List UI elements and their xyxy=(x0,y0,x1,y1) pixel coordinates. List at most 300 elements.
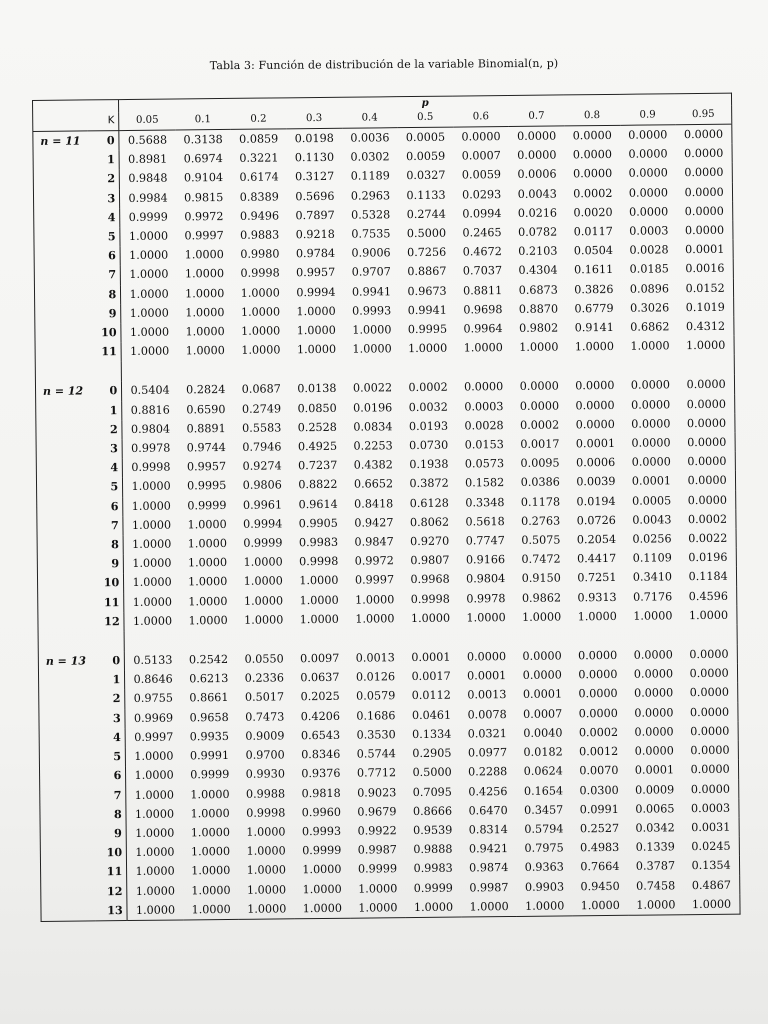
k-value: 1 xyxy=(88,150,120,170)
probability-cell: 0.7473 xyxy=(245,710,285,724)
probability-cell: 0.1654 xyxy=(523,783,564,798)
probability-cell: 0.0000 xyxy=(578,706,618,720)
probability-cell: 1.0000 xyxy=(358,881,398,896)
k-value: 6 xyxy=(89,246,121,266)
n-label: n = 13 xyxy=(45,654,87,668)
probability-cell: 0.2905 xyxy=(412,746,452,761)
probability-cell: 0.9673 xyxy=(407,284,447,298)
probability-cell: 0.5583 xyxy=(242,421,282,435)
probability-cell: 0.9972 xyxy=(184,209,224,224)
probability-cell: 0.9874 xyxy=(469,861,509,875)
p-symbol: p xyxy=(421,96,429,109)
k-value: 2 xyxy=(93,690,125,710)
probability-cell: 0.9997 xyxy=(134,730,174,744)
probability-cell: 0.9009 xyxy=(245,729,285,743)
probability-cell: 0.0000 xyxy=(687,435,727,450)
probability-cell: 0.0005 xyxy=(405,130,446,145)
probability-cell: 0.9804 xyxy=(466,572,506,586)
k-value: 6 xyxy=(91,497,123,517)
probability-cell: 0.6779 xyxy=(574,301,614,316)
probability-cell: 0.9427 xyxy=(354,516,394,530)
probability-cell: 1.0000 xyxy=(135,864,175,879)
probability-cell: 0.8314 xyxy=(468,822,508,837)
probability-cell: 0.0036 xyxy=(350,131,390,145)
probability-cell: 0.9270 xyxy=(410,534,450,549)
p-value-header: 0.1 xyxy=(175,111,231,130)
probability-cell: 1.0000 xyxy=(240,305,281,319)
probability-cell: 0.0000 xyxy=(689,705,730,719)
p-value-header: 0.95 xyxy=(675,106,731,125)
probability-cell: 0.5794 xyxy=(524,822,564,836)
probability-cell: 1.0000 xyxy=(296,304,336,319)
probability-cell: 0.6174 xyxy=(239,170,279,185)
probability-cell: 1.0000 xyxy=(129,268,169,282)
probability-cell: 0.0000 xyxy=(631,436,671,450)
probability-cell: 0.8870 xyxy=(518,302,559,316)
probability-cell: 1.0000 xyxy=(302,863,342,877)
probability-cell: 0.9807 xyxy=(410,553,450,568)
probability-cell: 0.9993 xyxy=(301,824,342,839)
n-label: n = 12 xyxy=(42,384,84,399)
probability-cell: 0.9496 xyxy=(239,209,280,223)
probability-cell: 0.8981 xyxy=(128,152,168,167)
probability-cell: 0.0000 xyxy=(634,686,674,701)
probability-cell: 0.2054 xyxy=(576,532,617,547)
probability-cell: 0.6543 xyxy=(300,728,341,743)
probability-cell: 0.0461 xyxy=(411,708,452,722)
probability-cell: 1.0000 xyxy=(244,613,284,627)
probability-cell: 0.9802 xyxy=(519,321,559,335)
probability-cell: 0.9313 xyxy=(577,590,617,604)
probability-cell: 0.3348 xyxy=(465,495,505,510)
probability-cell: 0.4925 xyxy=(297,439,338,454)
probability-cell: 0.9957 xyxy=(296,266,336,280)
k-value: 13 xyxy=(95,901,127,921)
probability-cell: 0.0017 xyxy=(520,437,560,451)
k-value: 2 xyxy=(88,169,120,189)
probability-cell: 0.7472 xyxy=(521,552,561,567)
probability-cell: 1.0000 xyxy=(241,324,281,338)
probability-cell: 0.0039 xyxy=(576,475,616,489)
binomial-table-wrapper xyxy=(32,93,741,922)
probability-cell: 0.9818 xyxy=(301,786,341,800)
probability-cell: 1.0000 xyxy=(580,898,620,913)
probability-cell: 0.9883 xyxy=(240,228,280,242)
k-symbol: K xyxy=(87,112,119,131)
probability-cell: 0.0000 xyxy=(628,147,668,161)
probability-cell: 0.6652 xyxy=(353,477,394,492)
probability-cell: 0.4983 xyxy=(580,841,620,855)
probability-cell: 1.0000 xyxy=(190,806,230,821)
probability-cell: 1.0000 xyxy=(469,899,509,914)
probability-cell: 1.0000 xyxy=(135,903,176,917)
probability-cell: 1.0000 xyxy=(246,882,287,897)
probability-cell: 0.3410 xyxy=(632,570,673,585)
probability-cell: 0.0000 xyxy=(683,127,724,142)
probability-cell: 0.9999 xyxy=(128,210,168,224)
probability-cell: 0.0006 xyxy=(517,167,557,182)
probability-cell: 1.0000 xyxy=(131,499,171,513)
probability-cell: 0.9848 xyxy=(128,171,168,186)
probability-cell: 1.0000 xyxy=(352,342,392,356)
k-value: 5 xyxy=(88,227,120,247)
probability-cell: 1.0000 xyxy=(185,286,225,301)
probability-cell: 1.0000 xyxy=(191,902,231,917)
probability-cell: 0.8389 xyxy=(239,190,279,204)
probability-cell: 1.0000 xyxy=(633,609,673,623)
k-value: 4 xyxy=(88,208,120,228)
probability-cell: 1.0000 xyxy=(129,248,169,263)
probability-cell: 0.8062 xyxy=(409,515,450,529)
probability-cell: 0.0000 xyxy=(628,205,669,219)
k-value: 8 xyxy=(92,535,124,555)
probability-cell: 0.0000 xyxy=(461,130,501,144)
probability-cell: 0.9999 xyxy=(243,536,283,550)
k-value: 6 xyxy=(94,766,126,786)
k-value: 9 xyxy=(95,824,127,844)
probability-cell: 0.0896 xyxy=(629,281,670,296)
probability-cell: 0.0000 xyxy=(578,648,618,663)
probability-cell: 0.0000 xyxy=(684,223,725,238)
k-value: 1 xyxy=(90,401,122,421)
probability-cell: 1.0000 xyxy=(185,344,225,358)
probability-cell: 0.7712 xyxy=(356,766,397,780)
probability-cell: 1.0000 xyxy=(302,901,342,915)
probability-cell: 0.2103 xyxy=(518,244,558,259)
probability-cell: 0.8646 xyxy=(133,672,173,687)
probability-cell: 1.0000 xyxy=(131,518,172,532)
k-value: 10 xyxy=(92,574,124,594)
probability-cell: 0.0002 xyxy=(520,418,560,432)
probability-cell: 0.9969 xyxy=(133,711,174,725)
probability-cell: 1.0000 xyxy=(185,325,225,339)
probability-cell: 0.0000 xyxy=(690,763,730,777)
probability-cell: 0.0196 xyxy=(353,400,393,415)
probability-cell: 0.3826 xyxy=(574,282,614,296)
probability-cell: 0.9961 xyxy=(242,498,283,512)
p-value-header: 0.2 xyxy=(231,110,287,129)
probability-cell: 0.0016 xyxy=(685,262,725,276)
probability-cell: 0.2527 xyxy=(579,821,620,836)
probability-cell: 0.0000 xyxy=(634,725,674,739)
k-value: 3 xyxy=(88,189,120,209)
probability-cell: 0.9983 xyxy=(413,861,453,876)
k-value: 11 xyxy=(92,593,124,613)
p-value-header: 0.5 xyxy=(397,109,453,128)
probability-cell: 1.0000 xyxy=(302,882,342,896)
probability-cell: 0.6974 xyxy=(183,152,223,166)
n-label: n = 11 xyxy=(40,134,81,148)
probability-cell: 1.0000 xyxy=(574,340,615,354)
probability-cell: 0.1130 xyxy=(294,151,335,165)
probability-cell: 1.0000 xyxy=(129,287,169,301)
probability-cell: 0.9987 xyxy=(357,843,397,857)
probability-cell: 1.0000 xyxy=(358,900,398,915)
probability-cell: 0.8867 xyxy=(407,265,447,279)
probability-cell: 0.0000 xyxy=(631,397,671,412)
probability-cell: 1.0000 xyxy=(408,341,448,356)
probability-cell: 0.9903 xyxy=(524,879,565,894)
probability-cell: 0.9376 xyxy=(301,767,341,781)
probability-cell: 0.9999 xyxy=(413,881,453,895)
probability-cell: 0.0194 xyxy=(576,494,616,508)
probability-cell: 0.9450 xyxy=(580,879,620,893)
probability-cell: 1.0000 xyxy=(132,576,172,590)
probability-cell: 0.1184 xyxy=(688,570,728,584)
probability-cell: 1.0000 xyxy=(190,825,230,840)
probability-cell: 0.9998 xyxy=(246,806,286,820)
probability-cell: 1.0000 xyxy=(187,556,228,570)
k-value: 5 xyxy=(91,478,123,498)
k-value: 10 xyxy=(89,323,121,343)
probability-cell: 1.0000 xyxy=(466,610,506,625)
k-value: 2 xyxy=(90,420,122,440)
probability-cell: 0.0342 xyxy=(635,821,675,835)
probability-cell: 0.3872 xyxy=(409,477,449,491)
probability-cell: 0.9991 xyxy=(189,749,230,763)
probability-cell: 0.9980 xyxy=(240,247,280,262)
probability-cell: 0.0624 xyxy=(523,764,563,779)
probability-cell: 0.7535 xyxy=(351,227,391,241)
probability-cell: 0.0040 xyxy=(523,726,563,740)
probability-cell: 0.0730 xyxy=(409,438,449,453)
probability-cell: 0.1109 xyxy=(632,551,672,566)
probability-cell: 0.3787 xyxy=(635,859,676,874)
probability-cell: 0.0065 xyxy=(635,802,675,816)
table-caption: Tabla 3: Función de distribución de la variable Binomial(n, p) xyxy=(209,56,559,73)
probability-cell: 0.0028 xyxy=(629,243,669,257)
probability-cell: 0.0000 xyxy=(686,416,727,431)
probability-cell: 0.0504 xyxy=(573,244,614,258)
probability-cell: 0.9998 xyxy=(131,460,171,475)
probability-cell: 0.9978 xyxy=(466,591,506,606)
probability-cell: 1.0000 xyxy=(135,826,175,840)
probability-cell: 0.9935 xyxy=(189,729,229,744)
probability-cell: 0.0117 xyxy=(573,224,613,239)
k-value: 3 xyxy=(91,439,123,459)
probability-cell: 0.0007 xyxy=(523,707,563,721)
probability-cell: 0.9104 xyxy=(183,171,224,185)
probability-cell: 0.9744 xyxy=(186,441,226,455)
probability-cell: 0.9983 xyxy=(298,535,339,550)
probability-cell: 0.9998 xyxy=(240,266,280,281)
probability-cell: 1.0000 xyxy=(187,517,227,532)
k-value: 11 xyxy=(90,342,122,362)
probability-cell: 1.0000 xyxy=(184,248,224,262)
probability-cell: 0.0002 xyxy=(578,725,619,740)
probability-cell: 0.0000 xyxy=(687,454,727,469)
probability-cell: 0.3138 xyxy=(183,133,223,147)
k-value: 7 xyxy=(94,786,126,806)
probability-cell: 0.1019 xyxy=(685,300,725,314)
probability-cell: 0.7975 xyxy=(524,841,564,855)
k-value: 7 xyxy=(91,516,123,536)
probability-cell: 0.0000 xyxy=(630,378,671,393)
probability-cell: 0.6128 xyxy=(409,496,449,510)
probability-cell: 0.9150 xyxy=(521,571,561,586)
probability-cell: 0.0185 xyxy=(629,262,669,277)
probability-cell: 0.9997 xyxy=(354,573,395,588)
probability-cell: 0.9968 xyxy=(410,573,450,587)
p-value-header: 0.4 xyxy=(342,109,398,128)
probability-cell: 0.7458 xyxy=(636,878,676,893)
probability-cell: 0.0000 xyxy=(687,493,727,507)
probability-cell: 0.1938 xyxy=(409,457,449,472)
k-value: 12 xyxy=(95,882,127,902)
probability-cell: 0.9804 xyxy=(130,422,171,436)
probability-cell: 1.0000 xyxy=(188,575,228,589)
probability-cell: 0.2465 xyxy=(462,226,502,240)
probability-cell: 1.0000 xyxy=(132,537,172,552)
probability-cell: 0.0000 xyxy=(631,455,671,469)
probability-cell: 0.0000 xyxy=(686,397,726,411)
k-value: 9 xyxy=(92,554,124,574)
probability-cell: 0.2542 xyxy=(188,653,229,667)
probability-cell: 0.0003 xyxy=(464,399,504,414)
probability-cell: 0.4382 xyxy=(353,458,393,472)
k-value: 5 xyxy=(94,747,126,767)
probability-cell: 1.0000 xyxy=(296,323,336,338)
probability-cell: 0.0726 xyxy=(576,513,616,528)
probability-cell: 0.0000 xyxy=(686,378,726,392)
k-value: 4 xyxy=(91,458,123,478)
probability-cell: 1.0000 xyxy=(134,788,174,802)
probability-cell: 0.0216 xyxy=(517,206,558,220)
probability-cell: 0.9218 xyxy=(295,227,335,242)
probability-cell: 0.7664 xyxy=(580,860,620,874)
k-value: 12 xyxy=(92,612,124,632)
probability-cell: 0.9984 xyxy=(128,191,168,205)
probability-cell: 0.0000 xyxy=(466,650,507,664)
probability-cell: 0.0000 xyxy=(690,743,730,758)
probability-cell: 0.0013 xyxy=(355,651,395,665)
probability-cell: 0.0020 xyxy=(573,205,613,220)
probability-cell: 0.9941 xyxy=(351,284,392,299)
probability-cell: 0.0002 xyxy=(408,381,448,395)
probability-cell: 0.0000 xyxy=(519,379,559,394)
probability-cell: 0.9539 xyxy=(413,823,453,837)
probability-cell: 1.0000 xyxy=(243,574,283,589)
probability-cell: 0.9999 xyxy=(302,843,342,858)
p-value-header: 0.6 xyxy=(453,108,509,127)
probability-cell: 0.7095 xyxy=(412,785,452,799)
probability-cell: 0.0550 xyxy=(244,652,284,666)
probability-cell: 0.2025 xyxy=(300,690,340,704)
k-value: 11 xyxy=(95,862,127,882)
probability-cell: 0.9960 xyxy=(301,805,341,819)
probability-cell: 0.4596 xyxy=(688,589,728,603)
probability-cell: 0.6862 xyxy=(630,320,670,334)
probability-cell: 0.8346 xyxy=(301,747,341,762)
probability-cell: 0.0000 xyxy=(575,379,615,393)
probability-cell: 0.0138 xyxy=(297,382,337,396)
probability-cell: 0.3530 xyxy=(356,728,396,742)
probability-cell: 0.4256 xyxy=(468,784,508,798)
probability-cell: 0.7037 xyxy=(462,264,503,278)
probability-cell: 1.0000 xyxy=(246,863,286,878)
probability-cell: 1.0000 xyxy=(355,592,395,607)
probability-cell: 0.1354 xyxy=(691,859,731,873)
probability-cell: 0.0095 xyxy=(520,456,560,471)
probability-cell: 0.0028 xyxy=(464,418,504,433)
probability-cell: 0.0003 xyxy=(629,224,669,238)
probability-cell: 0.0687 xyxy=(241,382,281,397)
probability-cell: 0.0152 xyxy=(685,281,725,295)
probability-cell: 0.7747 xyxy=(465,534,505,548)
probability-cell: 0.0637 xyxy=(300,671,340,685)
probability-cell: 0.0002 xyxy=(573,186,613,200)
probability-cell: 0.0000 xyxy=(522,649,562,663)
probability-cell: 0.9930 xyxy=(245,767,285,782)
probability-cell: 0.8666 xyxy=(412,804,453,818)
probability-cell: 0.9755 xyxy=(133,692,173,706)
probability-cell: 0.5000 xyxy=(412,765,452,780)
probability-cell: 1.0000 xyxy=(352,323,392,337)
probability-cell: 0.1339 xyxy=(635,840,675,854)
probability-cell: 0.5618 xyxy=(465,514,505,529)
probability-cell: 1.0000 xyxy=(134,749,174,764)
binomial-distribution-table xyxy=(32,93,741,922)
probability-cell: 1.0000 xyxy=(134,807,175,821)
probability-cell: 0.0070 xyxy=(579,764,619,778)
probability-cell: 0.0991 xyxy=(579,802,619,817)
probability-cell: 0.8418 xyxy=(354,496,394,511)
probability-cell: 0.0059 xyxy=(406,149,446,164)
probability-cell: 1.0000 xyxy=(691,897,732,911)
probability-cell: 1.0000 xyxy=(299,593,339,607)
probability-cell: 0.0012 xyxy=(579,744,619,759)
probability-cell: 0.3221 xyxy=(239,151,279,166)
probability-cell: 0.0000 xyxy=(684,146,724,161)
probability-cell: 0.0000 xyxy=(689,667,729,681)
probability-cell: 1.0000 xyxy=(355,612,395,626)
probability-cell: 0.4672 xyxy=(462,245,502,259)
probability-cell: 0.1582 xyxy=(465,476,505,490)
probability-cell: 1.0000 xyxy=(246,825,286,839)
probability-cell: 1.0000 xyxy=(688,608,729,623)
probability-cell: 1.0000 xyxy=(134,768,174,783)
p-value-header: 0.05 xyxy=(119,112,175,131)
probability-cell: 0.9700 xyxy=(245,748,285,762)
probability-cell: 0.9806 xyxy=(242,478,282,493)
probability-cell: 1.0000 xyxy=(247,902,287,916)
probability-cell: 0.6590 xyxy=(186,402,226,417)
k-value: 9 xyxy=(89,304,121,324)
probability-cell: 0.5744 xyxy=(356,747,396,761)
probability-cell: 0.0002 xyxy=(687,512,728,527)
probability-cell: 0.4417 xyxy=(577,552,617,566)
probability-cell: 0.0302 xyxy=(350,150,390,164)
probability-cell: 0.9964 xyxy=(463,322,503,336)
probability-cell: 0.9997 xyxy=(184,229,224,243)
probability-cell: 0.0126 xyxy=(355,670,396,684)
probability-cell: 0.3026 xyxy=(629,301,670,315)
probability-cell: 0.5017 xyxy=(244,690,285,705)
probability-cell: 0.3457 xyxy=(524,803,564,817)
probability-cell: 0.4312 xyxy=(685,319,726,334)
probability-cell: 0.9999 xyxy=(357,862,398,876)
probability-cell: 0.0000 xyxy=(633,667,674,682)
probability-cell: 0.9888 xyxy=(413,842,453,857)
probability-cell: 1.0000 xyxy=(130,344,170,359)
k-value: 1 xyxy=(93,670,125,690)
probability-cell: 0.0000 xyxy=(684,185,724,199)
probability-cell: 1.0000 xyxy=(577,609,617,624)
probability-cell: 0.0000 xyxy=(690,724,730,739)
probability-cell: 1.0000 xyxy=(240,286,280,300)
probability-cell: 0.0000 xyxy=(516,129,557,143)
probability-cell: 0.3127 xyxy=(295,170,335,184)
